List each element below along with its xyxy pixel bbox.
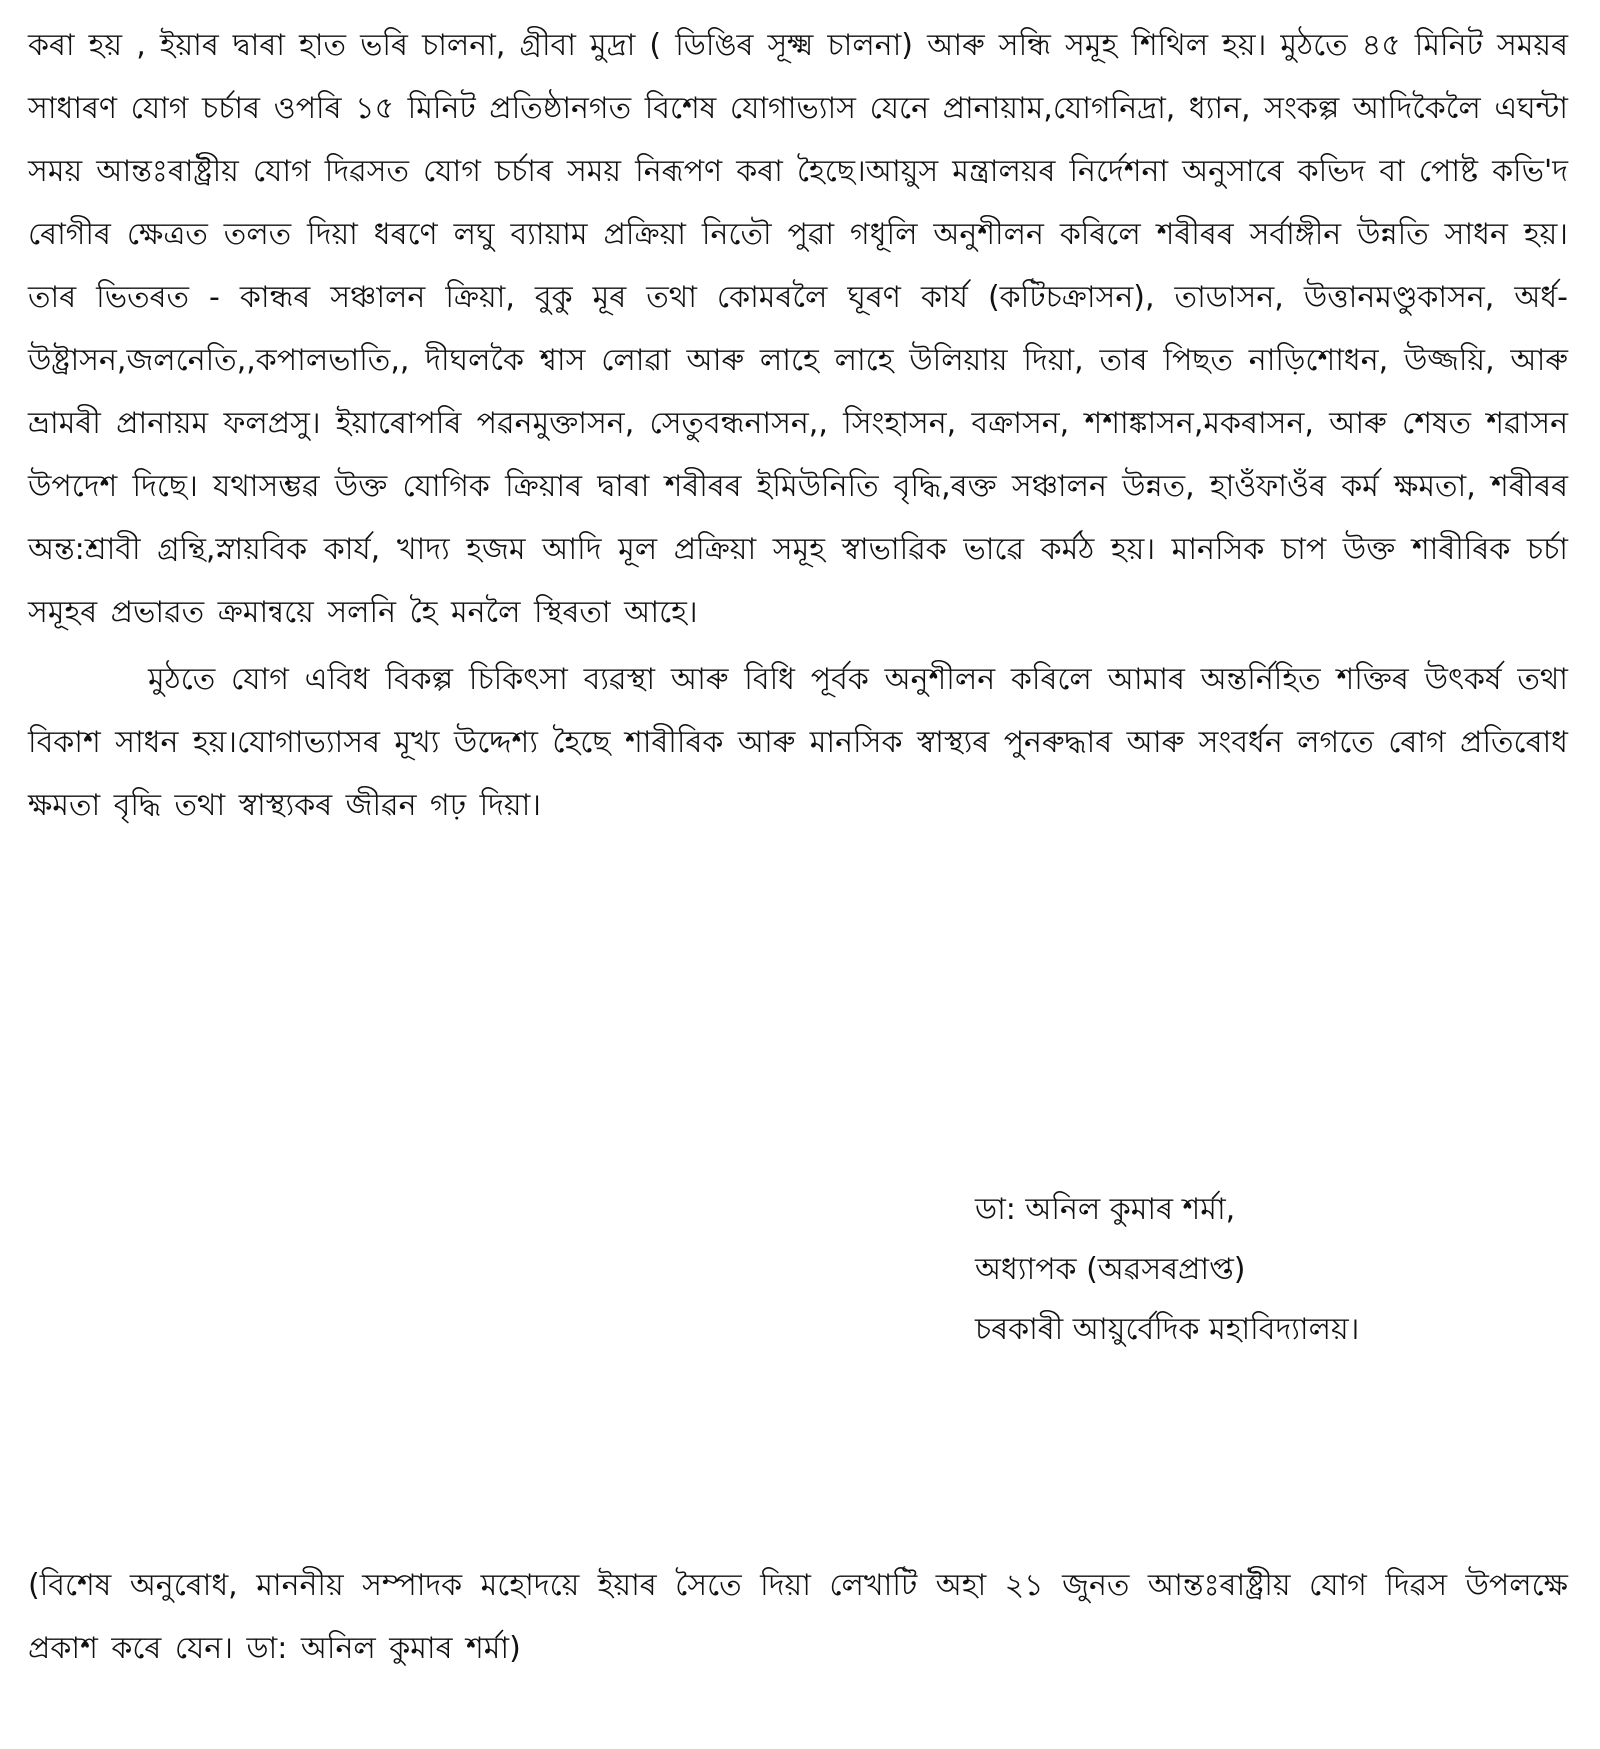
body-paragraph-yoga-benefits: মুঠতে যোগ এবিধ বিকল্প চিকিৎসা ব্যৱস্থা আৰু বিধি পূৰ্বক অনুশীলন কৰিলে আমাৰ অন্তৰ্নিহিত শক্তিৰ উৎকৰ্ষ তথা বিকাশ সাধন হয়।যোগাভ্যাসৰ মূখ্য উদ্দেশ্য হৈছে শাৰীৰিক আৰু মানসিক স্বাস্থ্যৰ পুনৰুদ্ধাৰ আৰু সংবৰ্ধন লগতে ৰোগ প্ৰতিৰোধ ক্ষমতা বৃদ্ধি তথা স্বাস্থ্যকৰ জীৱন গঢ় দিয়া। bbox=[28, 662, 1568, 823]
author-institution: চৰকাৰী আয়ুৰ্বেদিক মহাবিদ্যালয়। bbox=[975, 1312, 1360, 1347]
body-paragraph-yoga-practice: কৰা হয় , ইয়াৰ দ্বাৰা হাত ভৰি চালনা, গ্ৰীবা মুদ্ৰা ( ডিঙিৰ সূক্ষ্ম চালনা) আৰু সন্ধি সমূহ শিথিল হয়। মুঠতে ৪৫ মিনিট সময়ৰ সাধাৰণ যোগ চৰ্চাৰ ওপৰি ১৫ মিনিট প্ৰতিষ্ঠানগত বিশেষ যোগাভ্যাস যেনে প্ৰানায়াম,যোগনিদ্ৰা, ধ্যান, সংকল্প আদিকৈলৈ এঘন্টা সময় আন্তঃৰাষ্ট্ৰীয় যোগ দিৱসত যোগ চৰ্চাৰ সময় নিৰূপণ কৰা হৈছে।আয়ুস মন্ত্ৰালয়ৰ নিৰ্দেশনা অনুসাৰে কভিদ বা পোষ্ট কভি'দ ৰোগীৰ ক্ষেত্ৰত তলত দিয়া ধৰণে লঘু ব্যায়াম প্ৰক্ৰিয়া নিতৌ পুৱা গধূলি অনুশীলন কৰিলে শৰীৰৰ সৰ্বাঙ্গীন উন্নতি সাধন হয়। তাৰ ভিতৰত - কান্ধৰ সঞ্চালন ক্ৰিয়া, বুকু মূৰ তথা কোমৰলৈ ঘূৰণ কাৰ্য (কটিচক্ৰাসন), তাডাসন, উত্তানমণ্ডুকাসন, অৰ্ধ-উষ্ট্ৰাসন,জলনেতি,,কপালভাতি,, দীঘলকৈ শ্বাস লোৱা আৰু লাহে লাহে উলিয়ায় দিয়া, তাৰ পিছত নাড়িশোধন, উজ্জয়ি, আৰু ভ্ৰামৰী প্ৰানায়ম ফলপ্ৰসু। ইয়াৰোপৰি পৱনমুক্তাসন, সেতুবন্ধনাসন,, সিংহাসন, বক্ৰাসন, শশাঙ্কাসন,মকৰাসন, আৰু শেষত শৱাসন উপদেশ দিছে। যথাসম্ভৱ উক্ত যোগিক ক্ৰিয়াৰ দ্বাৰা শৰীৰৰ ইমিউনিতি বৃদ্ধি,ৰক্ত সঞ্চালন উন্নত, হাওঁফাওঁৰ কৰ্ম ক্ষমতা, শৰীৰৰ অন্ত:শ্ৰাবী গ্ৰন্থি,স্নায়বিক কাৰ্য, খাদ্য হজম আদি মূল প্ৰক্ৰিয়া সমূহ স্বাভাৱিক ভাৱে কৰ্মঠ হয়। মানসিক চাপ উক্ত শাৰীৰিক চৰ্চা সমূহৰ প্ৰভাৱত ক্ৰমান্বয়ে সলনি হৈ মনলৈ স্থিৰতা আহে। bbox=[28, 28, 1568, 630]
author-name: ডা: অনিল কুমাৰ শৰ্মা, bbox=[975, 1192, 1236, 1227]
author-signature-block bbox=[975, 1180, 1359, 1360]
editor-request-note: (বিশেষ অনুৰোধ, মাননীয় সম্পাদক মহোদয়ে ইয়াৰ সৈতে দিয়া লেখাটি অহা ২১ জুনত আন্তঃৰাষ্ট্ৰীয় যোগ দিৱস উপলক্ষে প্ৰকাশ কৰে যেন। ডা: অনিল কুমাৰ শৰ্মা) bbox=[28, 1568, 1568, 1666]
author-designation: অধ্যাপক (অৱসৰপ্ৰাপ্ত) bbox=[975, 1252, 1246, 1287]
